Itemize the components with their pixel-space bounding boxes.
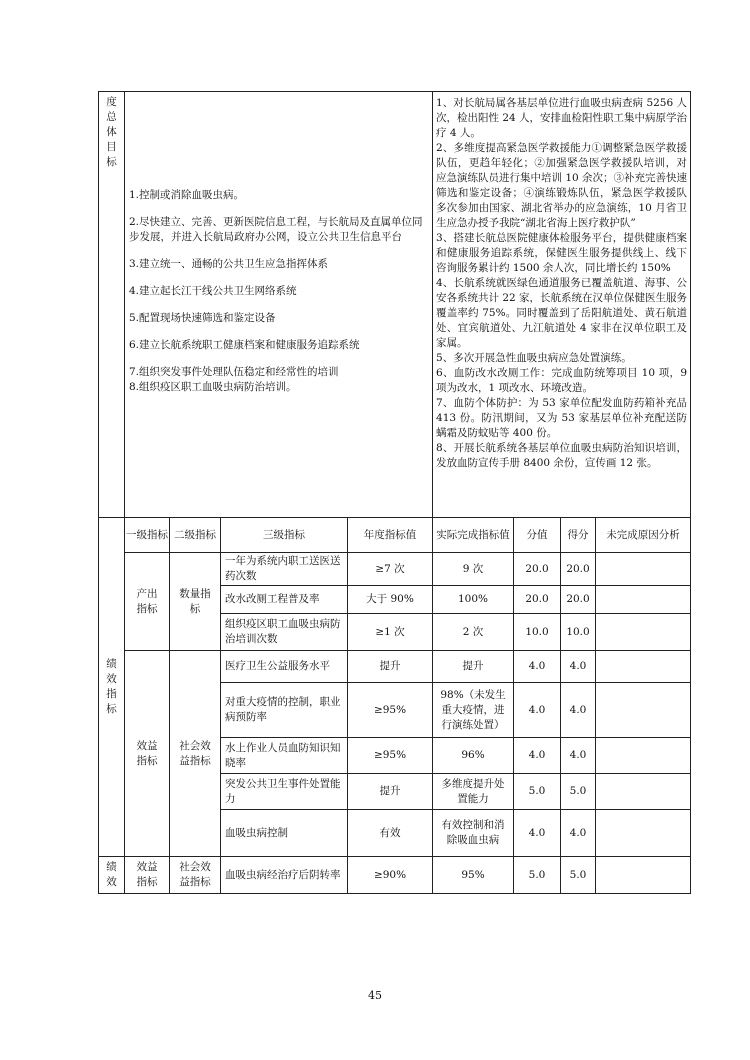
planned-goal: 1.控制或消除血吸虫病。 <box>129 189 245 201</box>
level2-social: 社会效 益指标 <box>170 651 221 857</box>
actual-value: 9 次 <box>433 553 514 586</box>
perf-section-label: 绩 效 指 标 <box>99 518 125 857</box>
indicator-name: 突发公共卫生事件处置能力 <box>221 774 348 810</box>
actual-value: 提升 <box>433 651 514 683</box>
achievement: 3、搭建长航总医院健康体检服务平台，提供健康档案和健康服务追踪系统，保健医生服务提供线上、线下咨询服务累计约 1500 余人次，同比增长约 150% <box>436 232 688 274</box>
score: 4.0 <box>561 738 596 774</box>
goal-section-label: 度 总 体 目 标 <box>99 92 125 518</box>
reason <box>596 586 691 614</box>
page-number: 45 <box>368 989 382 1002</box>
score: 5.0 <box>561 774 596 810</box>
score-value: 4.0 <box>514 810 561 857</box>
score-value: 10.0 <box>514 614 561 651</box>
achievement: 6、血防改水改厕工作：完成血防统筹项目 10 项，9 项为改水，1 项改水、环境改造。 <box>436 367 688 394</box>
reason <box>596 614 691 651</box>
target-value: 大于 90% <box>348 586 433 614</box>
reason <box>596 810 691 857</box>
goal-row <box>99 92 691 518</box>
header-cell: 实际完成指标值 <box>433 518 514 553</box>
level1-benefit: 效益 指标 <box>125 857 170 894</box>
actual-value: 有效控制和消除吸血虫病 <box>433 810 514 857</box>
indicator-name: 对重大疫情的控制，职业病预防率 <box>221 683 348 738</box>
actual-value: 98%（未发生重大疫情，进行演练处置） <box>433 683 514 738</box>
bottom-section-label: 绩 效 <box>99 857 125 894</box>
score-value: 5.0 <box>514 774 561 810</box>
indicator-name: 血吸虫病经治疗后阴转率 <box>221 857 348 894</box>
planned-goal: 5.配置现场快速筛选和鉴定设备 <box>129 312 276 324</box>
actual-value: 96% <box>433 738 514 774</box>
reason <box>596 738 691 774</box>
header-cell: 分值 <box>514 518 561 553</box>
actual-value: 95% <box>433 857 514 894</box>
score: 4.0 <box>561 651 596 683</box>
target-value: 有效 <box>348 810 433 857</box>
achievements-cell <box>433 92 691 518</box>
score-value: 4.0 <box>514 683 561 738</box>
score: 5.0 <box>561 857 596 894</box>
target-value: 提升 <box>348 774 433 810</box>
achievement: 8、开展长航系统各基层单位血吸虫病防治知识培训，发放血防宣传手册 8400 余份，宣传画 12 张。 <box>436 442 688 469</box>
reason <box>596 774 691 810</box>
reason <box>596 857 691 894</box>
header-cell: 未完成原因分析 <box>596 518 691 553</box>
header-cell: 二级指标 <box>170 518 221 553</box>
score: 4.0 <box>561 810 596 857</box>
score: 10.0 <box>561 614 596 651</box>
reason <box>596 683 691 738</box>
score-value: 20.0 <box>514 586 561 614</box>
header-cell: 三级指标 <box>221 518 348 553</box>
target-value: ≥95% <box>348 683 433 738</box>
level1-benefit: 效益 指标 <box>125 651 170 857</box>
level1-output: 产出 指标 <box>125 553 170 651</box>
reason <box>596 651 691 683</box>
score-value: 5.0 <box>514 857 561 894</box>
table-row <box>99 553 691 586</box>
achievement: 4、长航系统就医绿色通道服务已覆盖航道、海事、公安各系统共计 22 家，长航系统在汉单位保健医生服务覆盖率约 75%。同时覆盖到了岳阳航道处、黄石航道处、宜宾航道处、九江航道处 4 家非在汉单位职工及家属。 <box>436 277 688 349</box>
indicator-name: 医疗卫生公益服务水平 <box>221 651 348 683</box>
header-cell: 得分 <box>561 518 596 553</box>
indicator-name: 一年为系统内职工送医送药次数 <box>221 553 348 586</box>
target-value: 提升 <box>348 651 433 683</box>
target-value: ≥95% <box>348 738 433 774</box>
level2-quantity: 数量指 标 <box>170 553 221 651</box>
planned-goal: 3.建立统一、通畅的公共卫生应急指挥体系 <box>129 258 329 270</box>
achievement: 2、多维度提高紧急医学救援能力①调整紧急医学救援队伍，更趋年轻化；②加强紧急医学救援队培训，对应急演练队员进行集中培训 10 余次；③补充完善快速筛选和鉴定设备；④演练锻炼队伍，紧急医学救援队多次参加由国家、湖北省举办的应急演练，10 月省卫生应急办授予我院“湖北省海上医疗救护队” <box>436 142 688 229</box>
score: 20.0 <box>561 586 596 614</box>
header-row <box>99 518 691 553</box>
level2-social: 社会效 益指标 <box>170 857 221 894</box>
planned-goals-cell <box>125 92 433 518</box>
achievement: 5、多次开展急性血吸虫病应急处置演练。 <box>436 352 632 364</box>
table-row <box>99 651 691 683</box>
table-row <box>99 857 691 894</box>
reason <box>596 553 691 586</box>
header-cell: 年度指标值 <box>348 518 433 553</box>
achievement: 1、对长航局属各基层单位进行血吸虫病查病 5256 人次，检出阳性 24 人，安排血检阳性职工集中病原学治疗 4 人。 <box>436 97 688 139</box>
indicator-name: 血吸虫病控制 <box>221 810 348 857</box>
target-value: ≥90% <box>348 857 433 894</box>
indicator-name: 水上作业人员血防知识知晓率 <box>221 738 348 774</box>
actual-value: 2 次 <box>433 614 514 651</box>
planned-goal: 2.尽快建立、完善、更新医院信息工程，与长航局及直属单位同步发展，并进入长航局政府办公网，设立公共卫生信息平台 <box>129 216 423 243</box>
indicator-name: 组织疫区职工血吸虫病防治培训次数 <box>221 614 348 651</box>
planned-goal: 7.组织突发事件处理队伍稳定和经常性的培训 <box>129 366 339 378</box>
actual-value: 100% <box>433 586 514 614</box>
target-value: ≥7 次 <box>348 553 433 586</box>
performance-table <box>98 91 691 894</box>
planned-goal: 8.组织疫区职工血吸虫病防治培训。 <box>129 381 297 393</box>
indicator-name: 改水改厕工程普及率 <box>221 586 348 614</box>
planned-goal: 4.建立起长江干线公共卫生网络系统 <box>129 285 297 297</box>
actual-value: 多维度提升处置能力 <box>433 774 514 810</box>
score: 4.0 <box>561 683 596 738</box>
score-value: 4.0 <box>514 738 561 774</box>
header-cell: 一级指标 <box>125 518 170 553</box>
score-value: 4.0 <box>514 651 561 683</box>
score: 20.0 <box>561 553 596 586</box>
planned-goal: 6.建立长航系统职工健康档案和健康服务追踪系统 <box>129 339 360 351</box>
achievement: 7、血防个体防护：为 53 家单位配发血防药箱补充品 413 份。防汛期间，又为 53 家基层单位补充配送防螨霜及防蚊贴等 400 份。 <box>436 397 688 439</box>
target-value: ≥1 次 <box>348 614 433 651</box>
score-value: 20.0 <box>514 553 561 586</box>
